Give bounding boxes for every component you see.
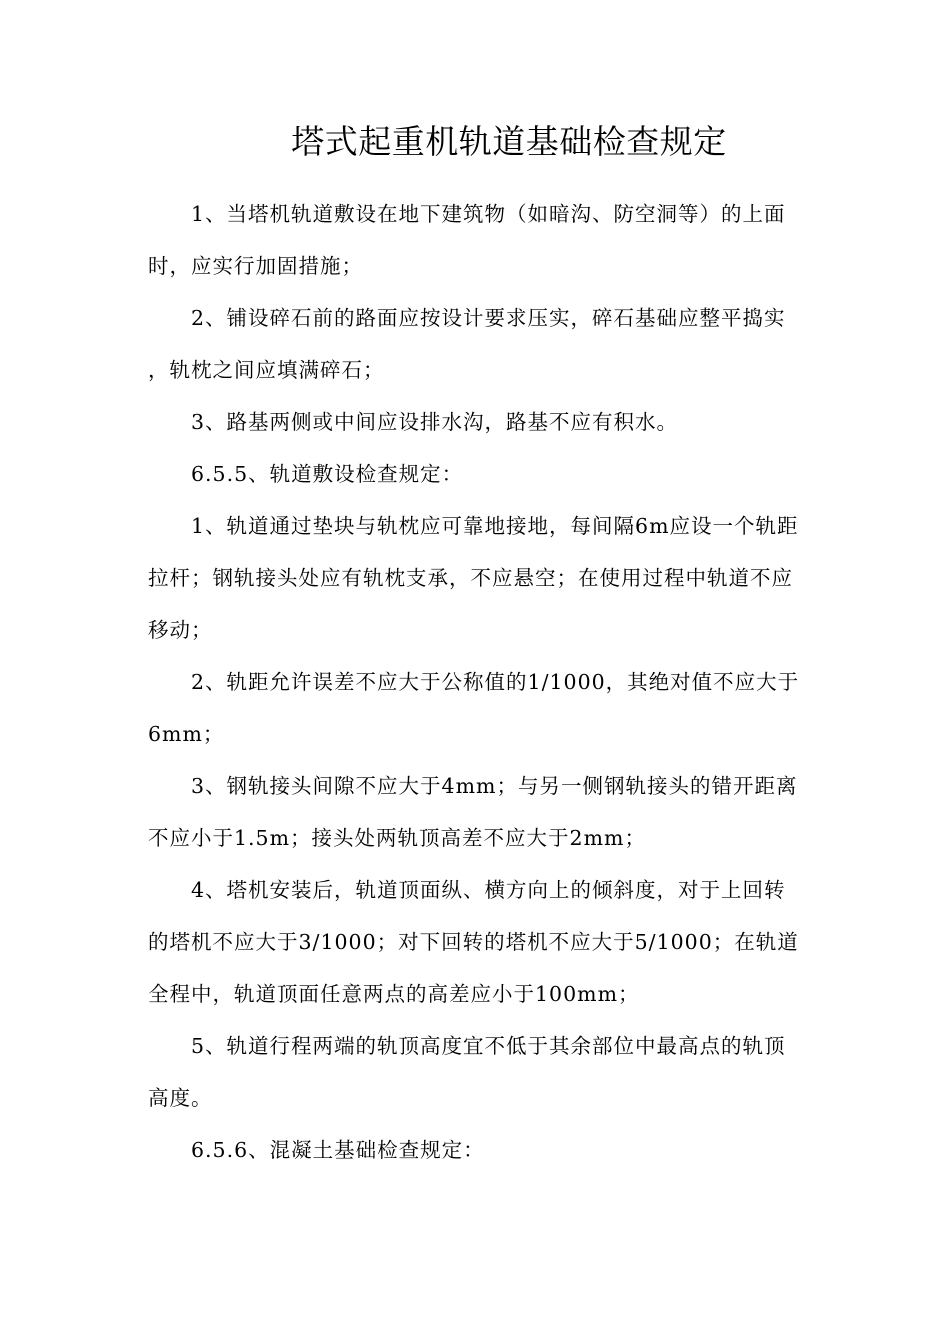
paragraph: 2、轨距允许误差不应大于公称值的1/1000，其绝对值不应大于6mm； [148,670,800,746]
paragraph: 1、当塔机轨道敷设在地下建筑物（如暗沟、防空洞等）的上面时，应实行加固措施； [148,202,786,278]
paragraph: 4、塔机安装后，轨道顶面纵、横方向上的倾斜度，对于上回转的塔机不应大于3/1000；对下回转的塔机不应大于5/1000；在轨道全程中，轨道顶面任意两点的高差应小于100mm； [148,878,799,1006]
paragraph: 5、轨道行程两端的轨顶高度宜不低于其余部位中最高点的轨顶高度。 [148,1034,786,1110]
paragraph: 2、铺设碎石前的路面应按设计要求压实，碎石基础应整平捣实，轨枕之间应填满碎石； [148,306,786,382]
paragraph: 3、路基两侧或中间应设排水沟，路基不应有积水。 [191,410,679,434]
document-title: 塔式起重机轨道基础检查规定 [291,122,727,161]
document-body [148,188,800,1176]
paragraph: 1、轨道通过垫块与轨枕应可靠地接地，每间隔6m应设一个轨距拉杆；钢轨接头处应有轨枕支承，不应悬空；在使用过程中轨道不应移动； [148,514,799,642]
section-heading: 6.5.6、混凝土基础检查规定： [191,1138,485,1162]
section-heading: 6.5.5、轨道敷设检查规定： [191,462,464,486]
paragraph: 3、钢轨接头间隙不应大于4mm；与另一侧钢轨接头的错开距离不应小于1.5m；接头处两轨顶高差不应大于2mm； [148,774,798,850]
